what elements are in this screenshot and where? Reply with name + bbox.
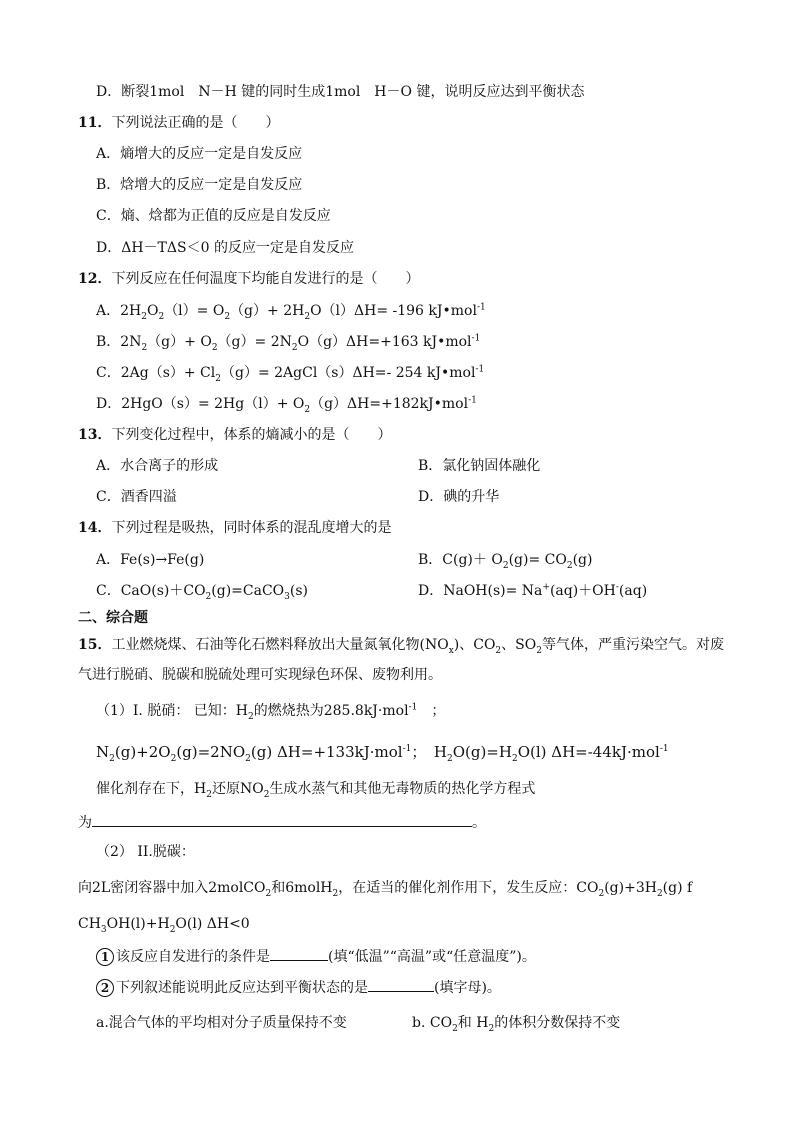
q15-subq2-option-a: a.混合气体的平均相对分子质量保持不变 [96, 1015, 347, 1031]
q11-number: 11． [78, 115, 112, 131]
q11-option-d: D．ΔH－TΔS＜0 的反应一定是自发反应 [96, 240, 354, 256]
q15-part1-line2: $N_2(g)+2O_2(g)=2NO_2(g)$ ΔH=+133kJ·mol$^{-1}$； $H_2O(g)=H_2O(l)$ ΔH=-44kJ·mol$^{-1}$ [96, 743, 669, 764]
q15-subq2-option-b: b. $CO_2$和 $H_2$的体积分数保持不变 [412, 1015, 621, 1034]
q12-option-c: C．$2Ag(s)+ Cl_2(g)=$ 2AgCl（s）ΔH=- 254 kJ•mol$^{-1}$ [96, 364, 485, 384]
q12-stem: 12．下列反应在任何温度下均能自发进行的是（ ） [78, 271, 420, 287]
q11-option-c: C．熵、焓都为正值的反应是自发反应 [96, 208, 331, 224]
circled-number-2: 2 [96, 979, 114, 997]
q10-option-d: D．断裂1mol N－H 键的同时生成1mol H－O 键，说明反应达到平衡状态 [96, 84, 585, 100]
q14-option-d: D．NaOH(s)= Na+(aq)＋OH-(aq) [418, 582, 648, 599]
q13-stem: 13．下列变化过程中，体系的熵减小的是（ ） [78, 427, 392, 443]
q14-option-b: B．$C(g)+ O_2(g)= CO_2(g)$ [418, 552, 593, 571]
q15-stem-line2: 气进行脱硝、脱碳和脱硫处理可实现绿色环保、废物利用。 [78, 667, 442, 683]
section-heading: 二、综合题 [78, 610, 148, 626]
q13-option-d: D．碘的升华 [418, 489, 500, 505]
q13-option-c: C．酒香四溢 [96, 489, 177, 505]
q11-option-b: B．焓增大的反应一定是自发反应 [96, 177, 303, 193]
q14-option-c: C．$CaO(s)+CO_2(g)=CaCO_3(s)$ [96, 583, 308, 602]
q15-part2-line1: 向2L密闭容器中加入2molCO$_2$和6molH$_2$，在适当的催化剂作用下，发生反应：$CO_2(g)+3H_2(g)$ f [78, 880, 693, 899]
q13-option-a: A．水合离子的形成 [96, 458, 219, 474]
circled-number-1: 1 [96, 948, 114, 966]
q15-part1-line1: （1）I. 脱硝： 已知：$H_2$的燃烧热为285.8kJ·mol$^{-1}$ ； [96, 702, 446, 722]
q12-option-b: B．$2N_2(g)+ O_2(g)= 2N_2O(g)\Delta H=+163$ kJ•mol$^{-1}$ [96, 333, 481, 353]
answer-blank[interactable] [92, 812, 472, 827]
answer-blank[interactable] [368, 977, 434, 992]
q15-stem-line1: 15．工业燃烧煤、石油等化石燃料释放出大量氮氧化物$(NO_x)$、$CO_2$、$SO_2$等气体，严重污染空气。对废 [78, 637, 724, 656]
q12-number: 12． [78, 271, 112, 287]
q14-stem: 14．下列过程是吸热，同时体系的混乱度增大的是 [78, 520, 392, 536]
q13-option-b: B．氯化钠固体融化 [418, 458, 541, 474]
q12-option-a: A．$2H_2O_2(l)= O_2(g)+ 2H_2O(l)\Delta H= -196$ kJ•mol$^{-1}$ [96, 302, 486, 322]
q12-option-d: D．$2HgO(s)= 2Hg(l)+ O_2(g)\Delta H=+182kJ•mol^{-1}$ [96, 395, 477, 415]
q13-number: 13． [78, 427, 112, 443]
q15-part2-line2: $CH_3OH(l)+H_2O(l)$ ΔH<0 [78, 916, 250, 935]
q11-option-a: A．熵增大的反应一定是自发反应 [96, 146, 303, 162]
q15-number: 15． [78, 637, 112, 653]
q15-subq1: 1 该反应自发进行的条件是 (填“低温”“高温”或“任意温度”)。 [96, 946, 536, 966]
q11-stem: 11．下列说法正确的是（ ） [78, 115, 280, 131]
q15-part1-line3: 催化剂存在下，$H_2$还原$NO_2$生成水蒸气和其他无毒物质的热化学方程式 [96, 781, 536, 800]
q15-part2-title: （2） II.脱碳： [96, 844, 195, 860]
q15-subq2: 2 下列叙述能说明此反应达到平衡状态的是 (填字母)。 [96, 977, 501, 997]
q15-part1-answer: 为 。 [78, 812, 486, 832]
q14-option-a: A．Fe(s)→Fe(g) [96, 552, 205, 568]
answer-blank[interactable] [270, 946, 328, 961]
q14-number: 14． [78, 520, 112, 536]
